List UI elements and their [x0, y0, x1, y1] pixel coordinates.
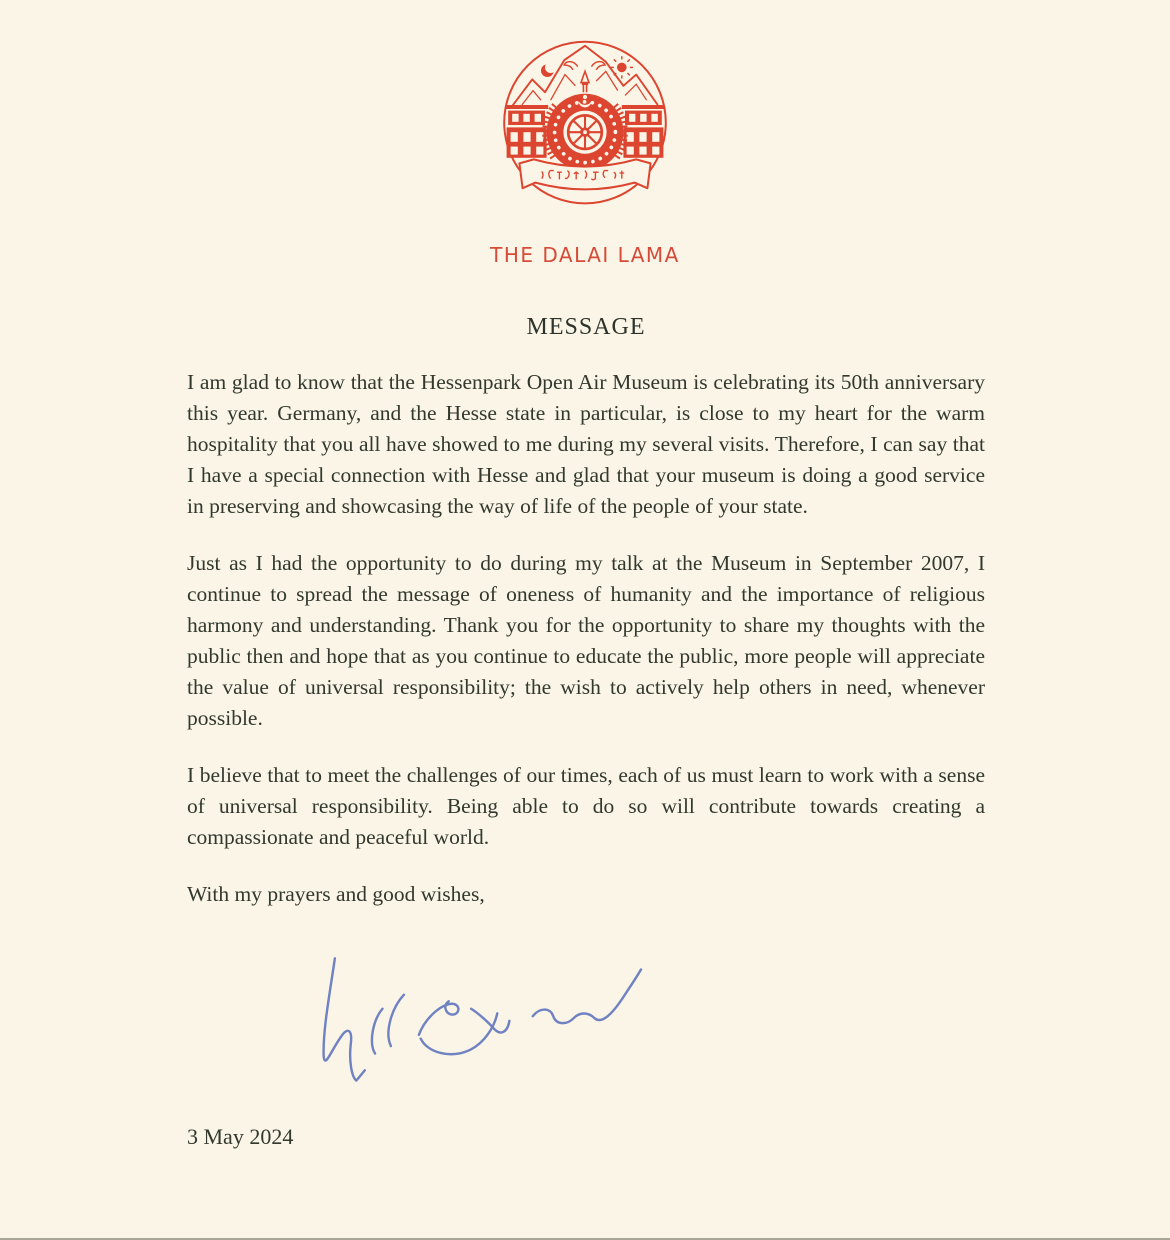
letter-paragraph-1: I am glad to know that the Hessenpark Open Air Museum is celebrating its 50th anniversary this year. Germany, and the Hesse state in particular, is close to my heart for the warm hospitality that you all have showed to me during my several visits. Therefore, I can say that I have a special connection with Hesse and glad that your museum is doing a good service in preserving and showcasing the way of life of the people of your state.	[187, 370, 985, 518]
letter-title: MESSAGE	[526, 314, 646, 340]
letter-paragraph-3: I believe that to meet the challenges of our times, each of us must learn to work with a sense of universal responsibility. Being able to do so will contribute towards creating a compassionate and peaceful world.	[187, 763, 985, 849]
letterhead-wordmark: THE DALAI LAMA	[490, 243, 680, 267]
dalai-lama-seal-icon	[497, 33, 673, 221]
letter-date: 3 May 2024	[187, 1124, 294, 1149]
signature-ink-icon	[277, 934, 697, 1104]
letterhead	[0, 0, 1170, 267]
letter-body	[0, 313, 1170, 1152]
signature	[277, 934, 985, 1104]
letter-closing: With my prayers and good wishes,	[187, 882, 485, 906]
letter-paragraph-2: Just as I had the opportunity to do during my talk at the Museum in September 2007, I continue to spread the message of oneness of humanity and the importance of religious harmony and understanding. Thank you for the opportunity to share my thoughts with the public then and hope that as you continue to educate the public, more people will appreciate the value of universal responsibility; the wish to actively help others in need, whenever possible.	[187, 551, 985, 730]
